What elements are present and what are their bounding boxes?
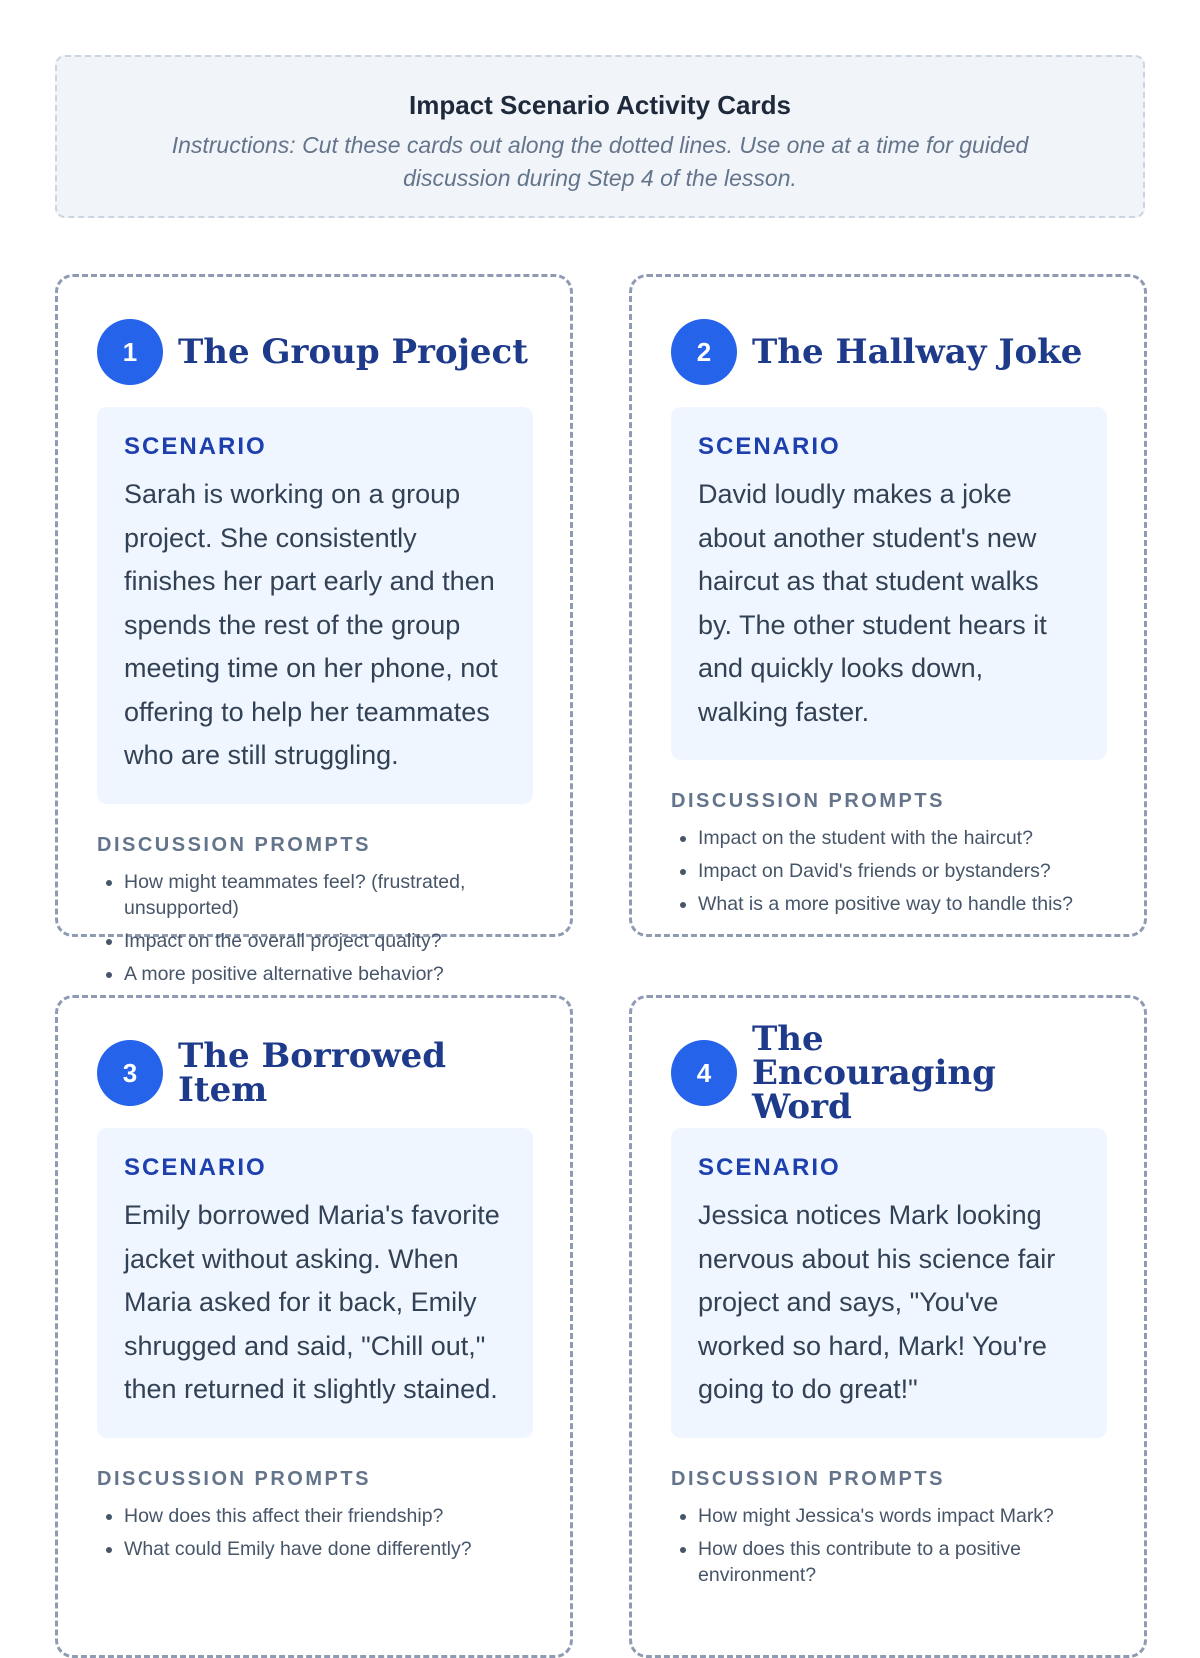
prompt-item: • How does this affect their friendship?	[124, 1503, 533, 1529]
discussion-prompts-list	[97, 1503, 533, 1562]
discussion-prompts-list	[671, 1503, 1107, 1588]
instructions-text: Instructions: Cut these cards out along the dotted lines. Use one at a time for guided discussion during Step 4 of the lesson.	[171, 132, 1029, 191]
card-title: The Borrowed Item	[178, 1036, 447, 1110]
prompt-item: • What is a more positive way to handle this?	[698, 891, 1107, 917]
instructions-header	[55, 55, 1145, 218]
scenario-text: Emily borrowed Maria's favorite jacket without asking. When Maria asked for it back, Emily shrugged and said, "Chill out," then returned it slightly stained.	[124, 1200, 500, 1404]
scenario-box	[671, 1128, 1107, 1438]
scenario-label: SCENARIO	[698, 433, 841, 460]
card-borrowed-item	[97, 1038, 533, 1569]
scenario-box	[97, 1128, 533, 1438]
discussion-prompts-label: DISCUSSION PROMPTS	[97, 833, 371, 856]
card-header	[97, 317, 533, 387]
prompt-item: • How might teammates feel? (frustrated, unsupported)	[124, 869, 533, 921]
page-title: Impact Scenario Activity Cards	[409, 90, 791, 120]
prompt-item: • How might Jessica's words impact Mark?	[698, 1503, 1107, 1529]
card-number-badge: 4	[671, 1040, 737, 1106]
card-title: The Encouraging Word	[752, 1019, 996, 1127]
prompt-item: • Impact on the student with the haircut?	[698, 825, 1107, 851]
prompt-item: • What could Emily have done differently?	[124, 1536, 533, 1562]
prompt-item: • Impact on David's friends or bystanders?	[698, 858, 1107, 884]
scenario-label: SCENARIO	[698, 1154, 841, 1181]
prompt-item: • A more positive alternative behavior?	[124, 961, 533, 987]
card-number-badge: 3	[97, 1040, 163, 1106]
card-hallway-joke	[671, 317, 1107, 924]
discussion-prompts-label: DISCUSSION PROMPTS	[671, 1467, 945, 1490]
card-header	[97, 1038, 533, 1108]
card-title: The Hallway Joke	[752, 332, 1083, 372]
card-header	[671, 1019, 1107, 1127]
discussion-prompts-label: DISCUSSION PROMPTS	[97, 1467, 371, 1490]
scenario-text: Sarah is working on a group project. She consistently finishes her part early and then spends the rest of the group meeting time on her phone, not offering to help her teammates who are still struggling.	[124, 479, 498, 770]
scenario-box	[97, 407, 533, 804]
card-number-badge: 2	[671, 319, 737, 385]
card-encouraging-word	[671, 1019, 1107, 1595]
scenario-text: Jessica notices Mark looking nervous about his science fair project and says, "You've worked so hard, Mark! You're going to do great!"	[698, 1200, 1056, 1404]
discussion-prompts-label: DISCUSSION PROMPTS	[671, 790, 945, 812]
card-number-badge: 1	[97, 319, 163, 385]
scenario-box	[671, 407, 1107, 760]
prompt-item: • Impact on the overall project quality?	[124, 928, 533, 954]
scenario-label: SCENARIO	[124, 433, 267, 460]
discussion-prompts-list	[671, 825, 1107, 917]
card-title: The Group Project	[178, 332, 528, 372]
scenario-label: SCENARIO	[124, 1154, 267, 1181]
card-group-project	[97, 317, 533, 994]
card-header	[671, 317, 1107, 387]
prompt-item: • How does this contribute to a positive environment?	[698, 1536, 1107, 1588]
discussion-prompts-list	[97, 869, 533, 987]
scenario-text: David loudly makes a joke about another student's new haircut as that student walks by. The other student hears it and quickly looks down, walking faster.	[698, 479, 1047, 727]
